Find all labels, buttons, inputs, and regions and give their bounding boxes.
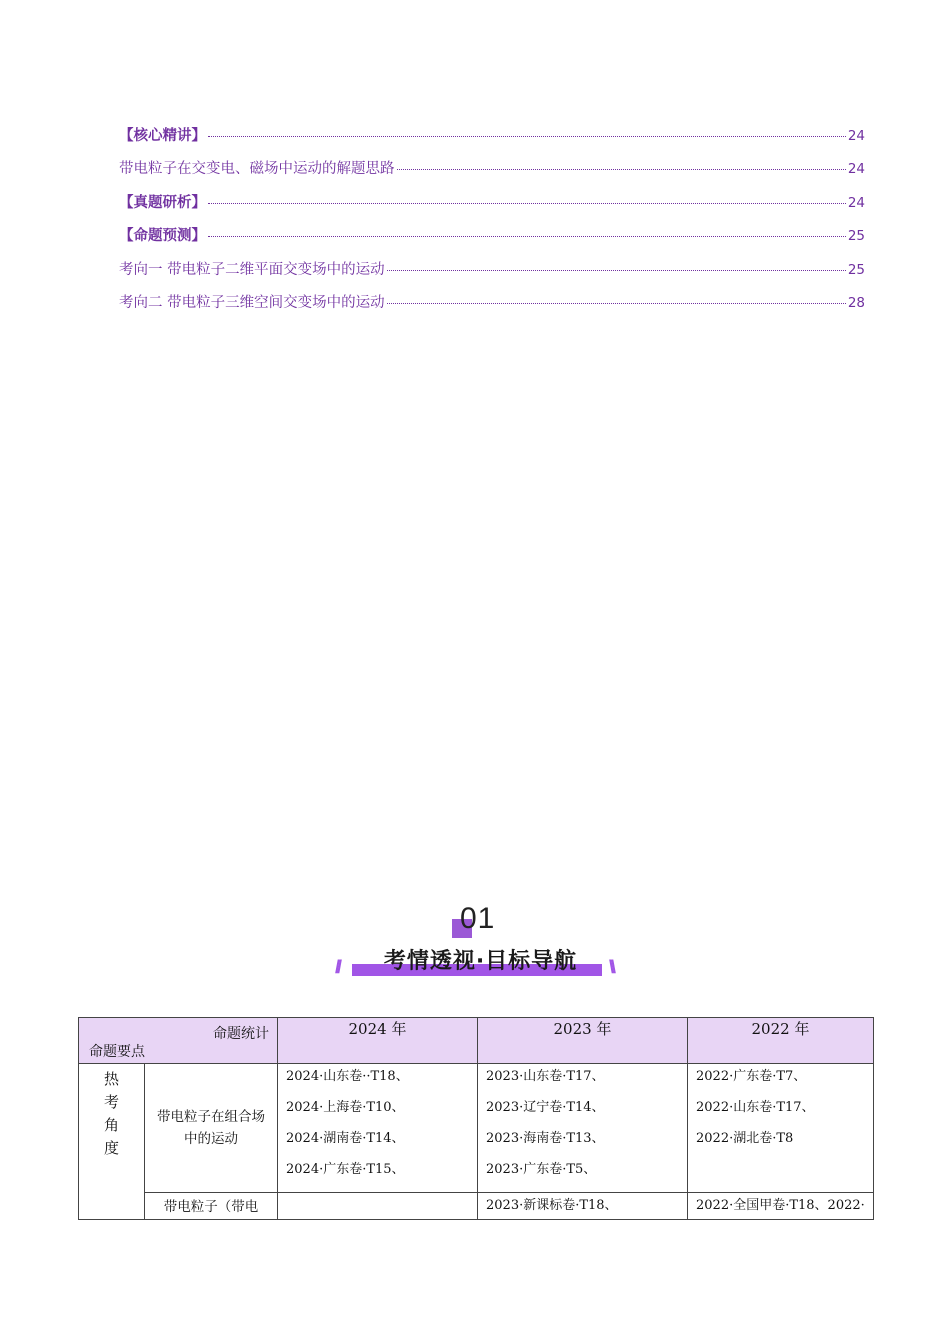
toc-entry-title: 【命题预测】 (119, 228, 206, 245)
toc-entry[interactable] (119, 293, 865, 326)
toc-entry-page: 25 (847, 261, 865, 278)
section-number: 01 (460, 902, 496, 935)
section-number-block (449, 902, 509, 942)
header-point-label: 命题要点 (89, 1044, 145, 1060)
hot-angle-char: 度 (103, 1139, 119, 1157)
toc-entry-page: 24 (847, 128, 865, 144)
point-cell (145, 1064, 278, 1193)
toc-entry-page: 28 (847, 294, 865, 311)
toc-entry-page: 24 (847, 161, 865, 178)
toc-leader-dots (387, 302, 846, 304)
exam-ref: 2022·广东卷·T7、 (696, 1069, 807, 1084)
toc-entry-page: 25 (847, 228, 865, 245)
exam-ref: 2023·广东卷·T5、 (486, 1162, 597, 1177)
toc-entry[interactable] (119, 126, 865, 159)
toc-entry-title: 【真题研析】 (119, 194, 206, 211)
toc-entry-title: 【核心精讲】 (119, 128, 206, 144)
year-2022-cell (688, 1064, 874, 1193)
header-stat-label: 命题统计 (213, 1026, 269, 1042)
exam-ref: 2024·湖南卷·T14、 (286, 1131, 405, 1146)
hot-angle-cell (79, 1064, 145, 1220)
year-2022-cell: 2022·全国甲卷·T18、2022· (688, 1193, 874, 1220)
exam-ref: 2022·湖北卷·T8 (696, 1131, 794, 1146)
toc-entry-title: 考向二 带电粒子三维空间交变场中的运动 (119, 294, 385, 311)
toc-entry[interactable] (119, 226, 865, 259)
hot-angle-char: 热 (103, 1070, 119, 1088)
table-row (79, 1064, 874, 1193)
hot-angle-char: 考 (103, 1093, 119, 1111)
exam-ref: 2022·山东卷·T17、 (696, 1100, 815, 1115)
exam-ref: 2023·山东卷·T17、 (486, 1069, 605, 1084)
toc-entry-title: 考向一 带电粒子二维平面交变场中的运动 (119, 261, 385, 278)
toc-leader-dots (387, 269, 846, 271)
hot-angle-char: 角 (103, 1116, 119, 1134)
toc-entry[interactable] (119, 193, 865, 226)
point-text: 带电粒子在组合场中的运动 (157, 1109, 265, 1147)
section-title-block (333, 942, 623, 982)
header-year-2024: 2024 年 (278, 1018, 478, 1064)
toc-leader-dots (208, 235, 846, 237)
exam-ref: 2023·辽宁卷·T14、 (486, 1100, 605, 1115)
toc-entry-title: 带电粒子在交变电、磁场中运动的解题思路 (119, 161, 395, 178)
header-diagonal-cell (79, 1018, 278, 1064)
year-2024-cell (278, 1193, 478, 1220)
header-year-2022: 2022 年 (688, 1018, 874, 1064)
toc-entry[interactable] (119, 260, 865, 293)
exam-ref: 2024·山东卷··T18、 (286, 1069, 409, 1084)
slash-right-decoration: \\ (609, 957, 614, 977)
header-year-2023: 2023 年 (478, 1018, 688, 1064)
exam-statistics-table (78, 1017, 874, 1220)
year-2023-cell (478, 1064, 688, 1193)
section-title: 考情透视·目标导航 (383, 949, 578, 974)
exam-ref: 2024·上海卷·T10、 (286, 1100, 405, 1115)
toc-leader-dots (397, 168, 846, 170)
toc-leader-dots (208, 135, 846, 137)
toc-entry[interactable] (119, 159, 865, 192)
toc-entry-page: 24 (847, 194, 865, 211)
table-of-contents (119, 126, 865, 326)
toc-leader-dots (208, 202, 846, 204)
year-2023-cell: 2023·新课标卷·T18、 (478, 1193, 688, 1220)
point-cell: 带电粒子（带电 (145, 1193, 278, 1220)
table-row (79, 1193, 874, 1220)
exam-ref: 2023·海南卷·T13、 (486, 1131, 605, 1146)
table-header-row (79, 1018, 874, 1064)
year-2024-cell (278, 1064, 478, 1193)
slash-left-decoration: // (335, 957, 340, 977)
exam-ref: 2024·广东卷·T15、 (286, 1162, 405, 1177)
